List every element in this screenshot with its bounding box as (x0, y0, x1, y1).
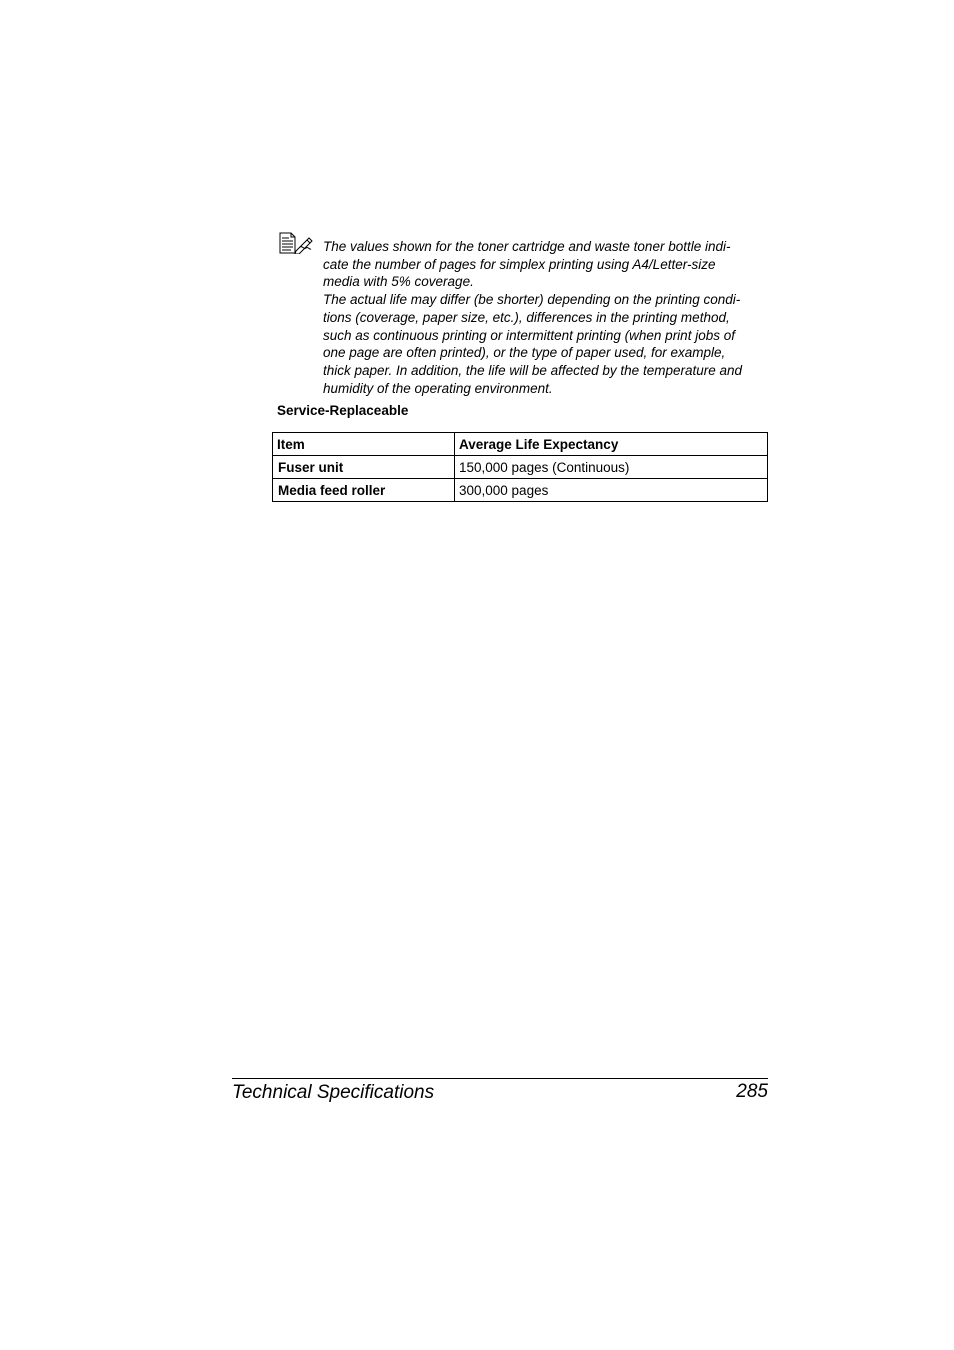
note-line: The values shown for the toner cartridge and waste toner bottle indi- (323, 239, 731, 254)
note-line: such as continuous printing or intermittent printing (when print jobs of (323, 327, 735, 343)
table-row (273, 456, 768, 479)
note-line: media with 5% coverage. (323, 274, 474, 290)
section-heading: Service-Replaceable (277, 403, 409, 418)
table-row (273, 479, 768, 502)
footer-title: Technical Specifications (232, 1082, 435, 1103)
table-header-row (273, 433, 768, 456)
note-pencil-icon (279, 232, 313, 254)
table-cell-item: Fuser unit (273, 456, 455, 479)
note-line: The actual life may differ (be shorter) depending on the printing condi- (323, 292, 741, 308)
note-line: cate the number of pages for simplex printing using A4/Letter-size (323, 256, 716, 272)
note-line: humidity of the operating environment. (323, 380, 553, 396)
table-cell-value: 150,000 pages (Continuous) (455, 456, 768, 479)
column-header-item: Item (273, 433, 455, 456)
footer-divider (232, 1078, 768, 1079)
column-header-life-expectancy: Average Life Expectancy (455, 433, 768, 456)
note-paragraph-1 (323, 238, 773, 291)
note-text (323, 238, 773, 397)
life-expectancy-table (272, 432, 768, 502)
page-number: 285 (736, 1081, 768, 1102)
note-line: one page are often printed), or the type of paper used, for example, (323, 345, 726, 361)
table-cell-value: 300,000 pages (455, 479, 768, 502)
note-line: tions (coverage, paper size, etc.), differences in the printing method, (323, 309, 730, 325)
note-line: thick paper. In addition, the life will be affected by the temperature and (323, 362, 743, 378)
note-paragraph-2 (323, 291, 773, 397)
table-cell-item: Media feed roller (273, 479, 455, 502)
